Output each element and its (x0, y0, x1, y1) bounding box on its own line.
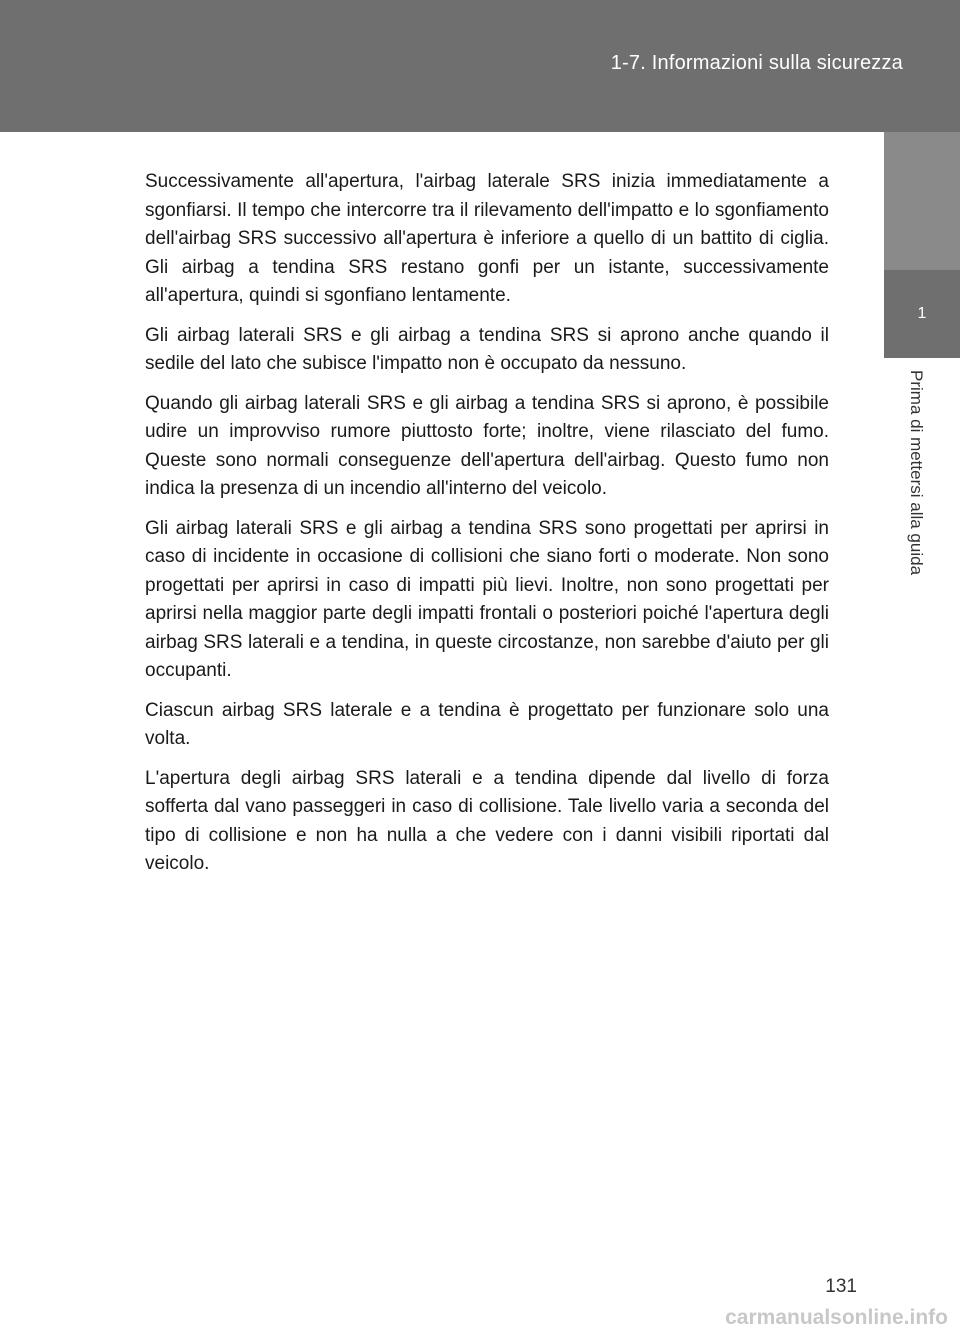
side-tab-upper (884, 132, 960, 270)
body-text (145, 168, 829, 890)
paragraph: L'apertura degli airbag SRS laterali e a tendina dipende dal livello di forza sofferta dal vano passeggeri in caso di collisione. Tale livello varia a seconda del tipo di collisione e non ha nulla a che vedere con i danni visibili riportati dal veicolo. (145, 767, 829, 874)
section-title: 1-7. Informazioni sulla sicurezza (610, 52, 903, 74)
watermark[interactable]: carmanualsonline.info (725, 1306, 948, 1329)
chapter-label: Prima di mettersi alla guida (907, 370, 926, 576)
paragraph: Gli airbag laterali SRS e gli airbag a tendina SRS si aprono anche quando il sedile del lato che subisce l'impatto non è occupato da nessuno. (145, 324, 829, 374)
paragraph: Quando gli airbag laterali SRS e gli airbag a tendina SRS si aprono, è possibile udire un improvviso rumore piuttosto forte; inoltre, viene rilasciato del fumo. Queste sono normali conseguenze dell'apertura dell'airbag. Questo fumo non indica la presenza di un incendio all'interno del veicolo. (145, 392, 829, 499)
paragraph: Successivamente all'apertura, l'airbag laterale SRS inizia immediatamente a sgonfiarsi. Il tempo che intercorre tra il rilevamento dell'impatto e lo sgonfiamento dell'airbag SRS successivo all'apertura è inferiore a quello di un battito di ciglia. Gli airbag a tendina SRS restano gonfi per un istante, successivamente all'apertura, quindi si sgonfiano lentamente. (145, 171, 829, 306)
page-number: 131 (825, 1276, 857, 1297)
paragraph: Ciascun airbag SRS laterale e a tendina è progettato per funzionare solo una volta. (145, 699, 829, 749)
chapter-number-tab: 1 (884, 270, 960, 358)
paragraph: Gli airbag laterali SRS e gli airbag a tendina SRS sono progettati per aprirsi in caso di incidente in occasione di collisioni che siano forti o moderate. Non sono progettati per aprirsi in caso di impatti più lievi. Inoltre, non sono progettati per aprirsi nella maggior parte degli impatti frontali o posteriori poiché l'apertura degli airbag SRS laterali e a tendina, in queste circostanze, non sarebbe d'aiuto per gli occupanti. (145, 517, 829, 681)
